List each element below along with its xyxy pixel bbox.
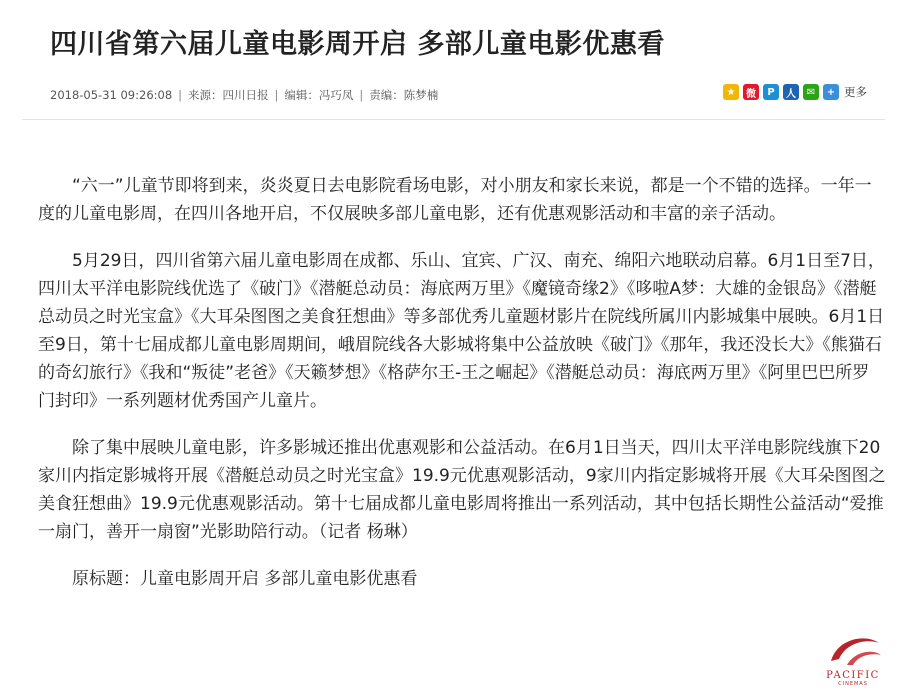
- meta-separator: |: [359, 88, 364, 102]
- original-title: 原标题：儿童电影周开启 多部儿童电影优惠看: [72, 569, 418, 589]
- paragraph: “六一”儿童节即将到来，炎炎夏日去电影院看场电影，对小朋友和家长来说，都是一个不错的选择。一年一度的儿童电影周，在四川各地开启，不仅展映多部儿童电影，还有优惠观影活动和丰富的亲子活动。: [38, 176, 872, 224]
- qzone-icon[interactable]: ★: [723, 84, 739, 100]
- publish-datetime: 2018-05-31 09:26:08: [50, 88, 173, 102]
- header-divider: [22, 119, 885, 120]
- meta-separator: |: [274, 88, 279, 102]
- logo-brand-text: PACIFIC: [826, 670, 880, 681]
- pacific-cinemas-logo: [817, 631, 889, 687]
- article-body: [38, 172, 886, 612]
- share-more-link[interactable]: 更多: [844, 85, 867, 99]
- article-title: 四川省第六届儿童电影周开启 多部儿童电影优惠看: [50, 29, 665, 60]
- article-source: 来源：四川日报: [188, 88, 269, 102]
- pacific-swoosh-icon: [817, 631, 889, 671]
- paragraph: 5月29日，四川省第六届儿童电影周在成都、乐山、宜宾、广汉、南充、绵阳六地联动启幕。6月1日至7日，四川太平洋电影院线优选了《破门》《潜艇总动员：海底两万里》《魔镜奇缘2》《哆啦A梦：大雄的金银岛》《潜艇总动员之时光宝盒》《大耳朵图图之美食狂想曲》等多部优秀儿童题材影片在院线所属川内影城集中展映。6月1日至9日，第十七届成都儿童电影周期间，峨眉院线各大影城将集中公益放映《破门》《那年，我还没长大》《熊猫石的奇幻旅行》《我和“叛徒”老爸》《天籁梦想》《格萨尔王-王之崛起》《潜艇总动员：海底两万里》《阿里巴巴所罗门封印》一系列题材优秀国产儿童片。: [38, 251, 885, 411]
- paragraph: 除了集中展映儿童电影，许多影城还推出优惠观影和公益活动。在6月1日当天，四川太平洋电影院线旗下20家川内指定影城将开展《潜艇总动员之时光宝盒》19.9元优惠观影活动，9家川内指定影城将开展《大耳朵图图之美食狂想曲》19.9元优惠观影活动。第十七届成都儿童电影周将推出一系列活动，其中包括长期性公益活动“爱推一扇门，善开一扇窗”光影助陪行动。（记者 杨琳）: [38, 438, 886, 542]
- weibo-icon[interactable]: 微: [743, 84, 759, 100]
- responsible-editor: 责编：陈梦楠: [369, 88, 439, 102]
- wechat-icon[interactable]: ✉: [803, 84, 819, 100]
- article-editor: 编辑：冯巧凤: [284, 88, 354, 102]
- plus-icon[interactable]: +: [823, 84, 839, 100]
- meta-separator: |: [178, 88, 183, 102]
- tencent-weibo-icon[interactable]: P: [763, 84, 779, 100]
- renren-icon[interactable]: 人: [783, 84, 799, 100]
- share-bar: [723, 84, 867, 100]
- logo-sub-text: CINEMAS: [838, 681, 868, 687]
- article-meta: [50, 87, 438, 103]
